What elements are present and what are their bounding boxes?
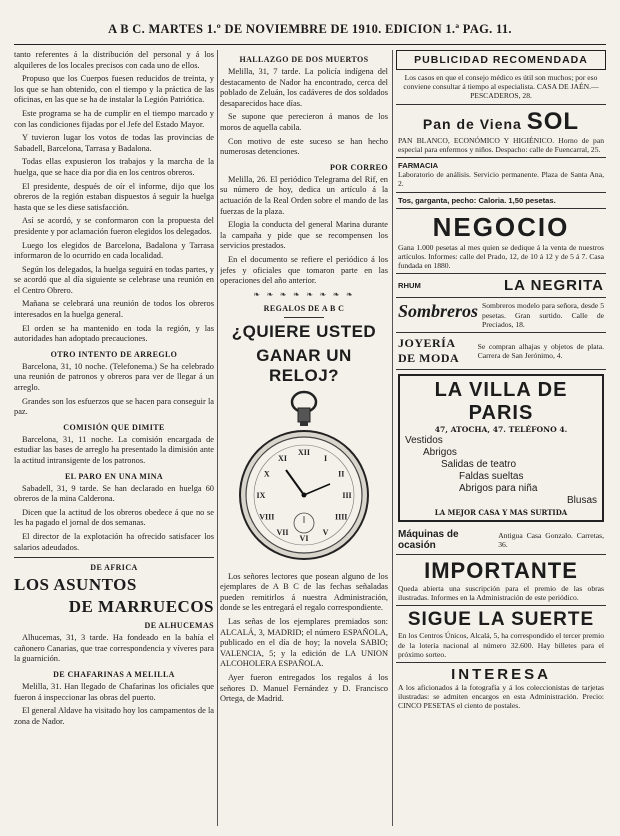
section-heading: DE ALHUCEMAS [144, 621, 214, 631]
advert-maquinas [396, 526, 606, 555]
watch-numeral: II [338, 469, 345, 479]
article-paragraph: Y tuvieron lugar los votos de todas las provincias de Sabadell, Barcelona, Tarrasa y Badalona. [14, 133, 214, 153]
watch-numeral: VIII [259, 512, 275, 522]
section-heading: HALLAZGO DE DOS MUERTOS [239, 55, 369, 64]
section-heading: DE CHAFARINAS A MELILLA [53, 669, 175, 679]
section-heading: OTRO INTENTO DE ARREGLO [50, 349, 178, 359]
watch-numeral: X [263, 469, 270, 479]
section-heading: EL PARO EN UNA MINA [64, 471, 164, 481]
watch-numeral: IIII [334, 512, 348, 522]
headline-line-2: DE MARRUECOS [68, 597, 214, 617]
section-rule [284, 317, 324, 318]
watch-numeral: V [322, 527, 329, 537]
advert-label: RHUM [398, 281, 421, 291]
watch-numeral: III [342, 490, 352, 500]
section-heading: DE AFRICA [90, 563, 138, 573]
advert-title: LA VILLA DE PARIS [434, 379, 568, 425]
column-middle [220, 50, 388, 826]
article-paragraph: Con motivo de este suceso se han hecho numerosas detenciones. [220, 136, 388, 157]
villa-item: Vestidos [405, 435, 443, 447]
advert-sigue-la-suerte [396, 606, 606, 663]
advert-title: Sombreros [398, 301, 479, 322]
advert-negocio [396, 209, 606, 275]
header-rule [14, 44, 606, 45]
advert-villa-de-paris [398, 374, 604, 522]
watch-numeral: I [323, 453, 328, 463]
section-heading: REGALOS DE A B C [263, 303, 345, 313]
article-paragraph: Alhucemas, 31, 3 tarde. Ha fondeado en la bahía el cañonero Canarias, que trae correspondencia y víveres para la guarnición. [14, 633, 214, 664]
section-heading: POR CORREO [330, 162, 388, 172]
advert-text: Sombreros modelo para señora, desde 5 pesetas. Gran surtido. Calle de Preciados, 18. [482, 301, 604, 329]
advert-text: Gana 1.000 pesetas al mes quien se dedique á la venta de nuestros artículos. Informes: calle del Prado, 12, de 10 á 12 y de 5 á 7. Casa fundada en 1880. [398, 242, 604, 271]
ornament-divider: ❧ ❧ ❧ ❧ ❧ ❧ ❧ ❧ [253, 289, 355, 299]
advert-title [398, 108, 604, 136]
advert-title: FARMACIA [398, 161, 439, 171]
advert-title: SIGUE LA SUERTE [407, 609, 595, 631]
villa-item: Salidas de teatro [441, 459, 517, 471]
advert-address: 47, ATOCHA, 47. TELÉFONO 4. [434, 425, 568, 435]
article-paragraph: Melilla, 26. El periódico Telegrama del Rif, en su número de hoy, dedica un artículo á la actuación de la Real Orden sobre el mando de las fuerzas de la plaza. [220, 174, 388, 216]
column-left [14, 50, 214, 826]
article-paragraph: Grandes son los esfuerzos que se hacen para conseguir la paz. [14, 396, 214, 417]
column-adverts [396, 50, 606, 826]
advert-text: A los aficionados á la fotografía y á los coleccionistas de tarjetas ilustradas: se admiten encargos en esta Administración. Precio: CINCO PESETAS el ciento de postales. [398, 683, 604, 711]
article-paragraph: El presidente, después de oír el informe, dijo que los obreros de la región estaban dispuestos á seguir la huelga hasta que se les diese satisfacción. [14, 181, 214, 212]
contest-headline-line-1: ¿QUIERE USTED [231, 321, 377, 341]
villa-item: Blusas [566, 495, 597, 507]
headline-line-1: LOS ASUNTOS [14, 575, 137, 595]
advert-title: INTERESA [451, 666, 551, 684]
article-paragraph: Melilla, 31, 7 tarde. La policía indígena del destacamento de Nador ha encontrado, cerca del poblado de Zeluán, los cadáveres de dos soldados desaparecidos hace días. [220, 67, 388, 108]
advert-text: Queda abierta una suscripción para el premio de las obras ilustradas. Informes en la Administración de este periódico. [398, 584, 604, 603]
article-paragraph: Este programa se ha de cumplir en el tiempo marcado y con las condiciones fijadas por el Jefe del Estado Mayor. [14, 108, 214, 129]
advert-brand-text: SOL [526, 107, 580, 135]
article-paragraph: Según los delegados, la huelga seguirá en todas partes, y se acordó que al día siguiente se celebrase una reunión en el Centro Obrero. [14, 264, 214, 295]
page-header: A B C. MARTES 1.º DE NOVIEMBRE DE 1910. EDICION 1.ª PAG. 11. [108, 22, 512, 36]
advert-consultorio [396, 70, 606, 105]
article-paragraph: Barcelona, 31, 10 noche. (Telefonema.) Se ha celebrado una reunión de patronos y obreros para ver de llegar á un arreglo. [14, 361, 214, 393]
article-paragraph: Barcelona, 31, 11 noche. La comisión encargada de estudiar las bases de arreglo ha presentado la dimisión ante la actitud intransigente de los patronos. [14, 434, 214, 465]
advert-title: LA NEGRITA [504, 277, 604, 295]
article-paragraph: En el documento se refiere el periódico á los jefes y oficiales que tomaron parte en las operaciones del año anterior. [220, 254, 388, 286]
article-paragraph: El director de la explotación ha ofrecido satisfacer los salarios adeudados. [14, 531, 214, 552]
watch-numeral: XII [297, 447, 311, 457]
article-paragraph: Se supone que perecieron á manos de los moros de aquella cabila. [220, 112, 388, 132]
advert-text: En los Centros Únicos, Alcalá, 5, ha correspondido el tercer premio de la lotería nacional al número 32.600. Hay billetes para el próximo sorteo. [398, 631, 604, 659]
advert-text: Los casos en que el consejo médico es útil son muchos; por eso conviene consultar á tiempo al especialista. CASA DE JAÉN.—PESCADEROS, 28. [403, 73, 599, 101]
advert-text: PAN BLANCO, ECONÓMICO Y HIGIÉNICO. Horno de pan especial para enfermos y niños. Despacho: calle de Fuencarral, 25. [398, 135, 604, 154]
article-paragraph: Dicen que la actitud de los obreros obedece á que no se les ha pagado el jornal de dos semanas. [14, 507, 214, 528]
villa-item: Abrigos para niña [459, 483, 538, 495]
article-paragraph: Propuso que los Cuerpos fuesen reducidos de treinta, y los que se han obtenido, con el tiempo y la práctica de las oficinas, en las que se ha de instalar la Legión Patriótica. [14, 74, 214, 105]
advert-title-text: Pan de Viena [422, 115, 522, 132]
advert-negrita [396, 274, 606, 298]
advert-title: IMPORTANTE [424, 558, 578, 584]
article-paragraph: Todas ellas expusieron los trabajos y la marcha de la huelga, que se hace dia por dia en los centros obreros. [14, 157, 214, 177]
watch-numeral: VI [299, 533, 309, 543]
article-paragraph: Así se acordó, y se conformaron con la propuesta del presidente y por aclamación fueron elegidos los delegados. [14, 216, 214, 236]
advert-title: NEGOCIO [432, 211, 570, 242]
advert-sombreros [396, 298, 606, 333]
advert-text: Antigua Casa Gonzalo. Carretas, 36. [498, 530, 604, 550]
article-paragraph: Mañana se celebrará una reunión de todos los obreros interesados en la huelga general. [14, 299, 214, 320]
article-paragraph: Las señas de los ejemplares premiados son: ALCALÁ, 3, MADRID; el número ESPAÑOLA, publicado en el día de hoy; la novela SABIO; VALENCIA, 5; y la edición de LA UNION ALCOHOLERA ESPAÑOLA. [220, 617, 388, 669]
advert-pan-de-viena [396, 105, 606, 158]
advert-importante [396, 555, 606, 606]
article-paragraph: El orden se ha mantenido en toda la región, y las autoridades han adoptado precauciones. [14, 323, 214, 344]
article-paragraph: Los señores lectores que posean alguno de los ejemplares de A B C de las fechas señaladas pueden remitirlos á nuestra Administración, donde se les entregará el regalo correspondiente. [220, 571, 388, 613]
article-paragraph: tanto referentes á la distribución del personal y á los alquileres de los locales precisos con cada uno de ellos. [14, 50, 214, 70]
article-paragraph: Luego los elegidos de Barcelona, Badalona y Tarrasa informaron de lo ocurrido en cada localidad. [14, 240, 214, 261]
pocket-watch-illustration [220, 388, 388, 568]
advert-tos [396, 193, 606, 209]
contest-headline-line-2: GANAR UN RELOJ? [256, 345, 352, 385]
advert-footer: LA MEJOR CASA Y MAS SURTIDA [434, 508, 568, 518]
advert-interesa [396, 663, 606, 714]
article-paragraph: Elogia la conducta del general Marina durante la campaña y pide que se recompensen los servicios prestados. [220, 220, 388, 251]
advert-text: Se compran alhajas y objetos de plata. Carrera de San Jerónimo, 4. [477, 341, 604, 361]
advert-title: Máquinas de ocasión [398, 529, 459, 552]
advert-title: JOYERÍA DE MODA [398, 336, 460, 366]
watch-numeral: XI [278, 453, 287, 463]
watch-numeral: VII [276, 527, 289, 537]
article-paragraph: Melilla, 31. Han llegado de Chafarinas los oficiales que fueron á inspeccionar las obras del puerto. [14, 681, 214, 702]
article-paragraph: Sabadell, 31, 9 tarde. Se han declarado en huelga 60 obreros de la mina Calderona. [14, 483, 214, 504]
pocket-watch-icon [234, 388, 374, 568]
article-paragraph: El general Aldave ha visitado hoy los campamentos de la zona de Nador. [14, 706, 214, 726]
column-divider-2 [392, 50, 393, 826]
advert-text: Tos, garganta, pecho: Caloria. 1,50 pesetas. [398, 195, 556, 205]
watch-numeral: IX [256, 490, 266, 500]
villa-item: Abrigos [423, 447, 457, 459]
section-heading: COMISIÓN QUE DIMITE [63, 422, 165, 432]
advert-farmacia [396, 158, 606, 193]
advert-text: Laboratorio de análisis. Servicio permanente. Plaza de Santa Ana, 2. [398, 170, 604, 189]
article-paragraph: Ayer fueron entregados los regalos á los señores D. Manuel Fernández y D. Francisco Ortega, de Madrid. [220, 673, 388, 704]
villa-item: Faldas sueltas [459, 471, 524, 483]
section-rule [14, 557, 214, 558]
advert-section-title: PUBLICIDAD RECOMENDADA [396, 50, 606, 70]
column-divider-1 [217, 50, 218, 826]
advert-joyeria [396, 333, 606, 370]
